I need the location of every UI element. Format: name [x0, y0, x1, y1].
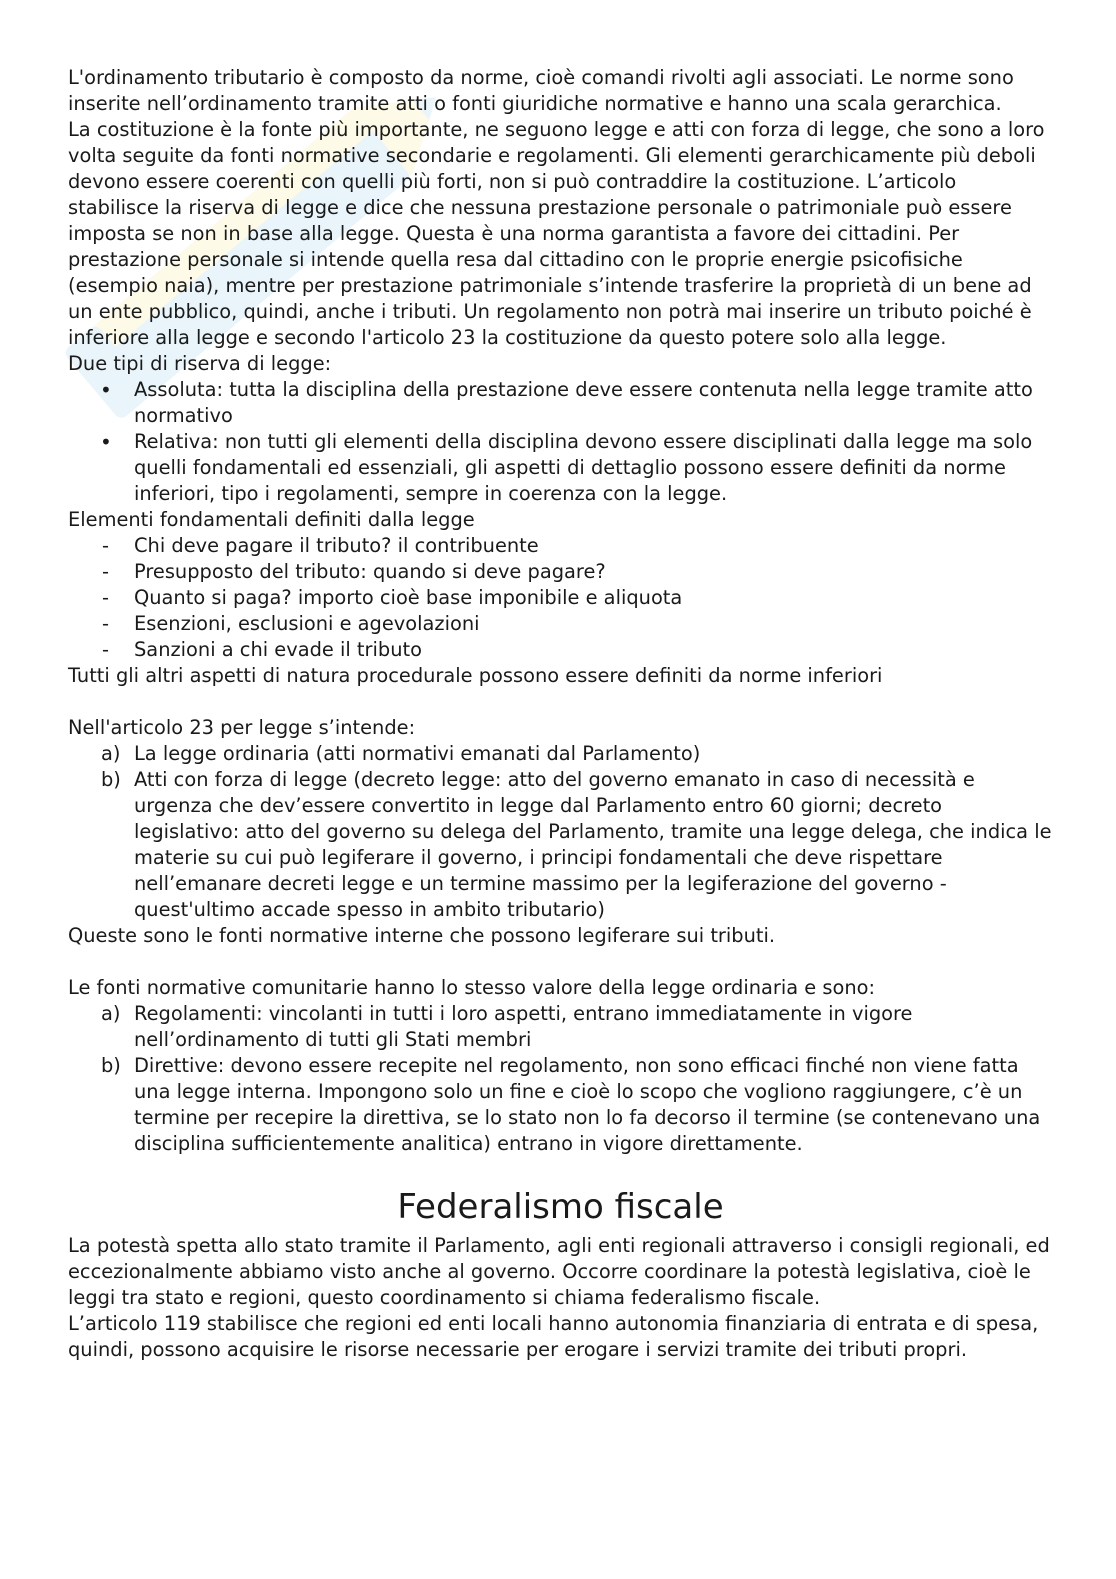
- list-marker: b): [101, 768, 121, 791]
- elementi-outro: Tutti gli altri aspetti di natura procedurale possono essere definiti da norme inferiori: [68, 664, 883, 687]
- comunitarie-intro: Le fonti normative comunitarie hanno lo stesso valore della legge ordinaria e sono:: [68, 976, 876, 999]
- art23-intro: Nell'articolo 23 per legge s’intende:: [68, 716, 416, 739]
- art23-outro: Queste sono le fonti normative interne che possono legiferare sui tributi.: [68, 924, 776, 947]
- elementi-intro: Elementi fondamentali definiti dalla legge: [68, 508, 475, 531]
- intro-paragraph-3: Due tipi di riserva di legge:: [68, 352, 332, 375]
- list-marker: b): [101, 1054, 121, 1077]
- spacer: [68, 689, 1053, 715]
- federalismo-paragraph-1: La potestà spetta allo stato tramite il Parlamento, agli enti regionali attraverso i consigli regionali, ed eccezionalmente abbiamo visto anche al governo. Occorre coordinare la potestà legislativa, cioè le leggi tra stato e regioni, questo coordinamento si chiama federalismo fiscale.: [68, 1234, 1050, 1309]
- list-item: - Esenzioni, esclusioni e agevolazioni: [68, 611, 1053, 637]
- list-item-text: Atti con forza di legge (decreto legge: atto del governo emanato in caso di necessità e urgenza che dev’essere convertito in legge dal Parlamento entro 60 giorni; decreto legislativo: atto del governo su delega del Parlamento, tramite una legge delega, che indica le materie su cui può legiferare il governo, i principi fondamentali che deve rispettare nell’emanare decreti legge e un termine massimo per la legiferazione del governo - quest'ultimo accade spesso in ambito tributario): [134, 768, 1052, 921]
- list-item: [68, 1053, 1053, 1157]
- elementi-list: [68, 533, 1053, 663]
- document-page: [68, 65, 1053, 1363]
- list-item: • Assoluta: tutta la disciplina della prestazione deve essere contenuta nella legge tramite atto normativo: [68, 377, 1053, 429]
- list-item: • Relativa: non tutti gli elementi della disciplina devono essere disciplinati dalla legge ma solo quelli fondamentali ed essenziali, gli aspetti di dettaglio possono essere definiti da norme inferiori, tipo i regolamenti, sempre in coerenza con la legge.: [68, 429, 1053, 507]
- list-item: - Presupposto del tributo: quando si deve pagare?: [68, 559, 1053, 585]
- intro-paragraph-1: L'ordinamento tributario è composto da norme, cioè comandi rivolti agli associati. Le norme sono inserite nell’ordinamento tramite atti o fonti giuridiche normative e hanno una scala gerarchica.: [68, 66, 1014, 115]
- list-item-text: Direttive: devono essere recepite nel regolamento, non sono efficaci finché non viene fatta una legge interna. Impongono solo un fine e cioè lo scopo che vogliono raggiungere, c’è un termine per recepire la direttiva, se lo stato non lo fa decorso il termine (se contenevano una disciplina sufficientemente analitica) entrano in vigore direttamente.: [134, 1054, 1041, 1155]
- list-item: [68, 741, 1053, 767]
- list-item: - Sanzioni a chi evade il tributo: [68, 637, 1053, 663]
- list-item: [68, 1001, 1053, 1053]
- list-item: [68, 767, 1053, 923]
- federalismo-paragraph-2: L’articolo 119 stabilisce che regioni ed enti locali hanno autonomia finanziaria di entrata e di spesa, quindi, possono acquisire le risorse necessarie per erogare i servizi tramite dei tributi propri.: [68, 1312, 1039, 1361]
- list-item-text: Regolamenti: vincolanti in tutti i loro aspetti, entrano immediatamente in vigore nell’ordinamento di tutti gli Stati membri: [134, 1002, 913, 1051]
- art23-list: [68, 741, 1053, 923]
- comunitarie-list: [68, 1001, 1053, 1157]
- spacer: [68, 949, 1053, 975]
- intro-paragraph-2: La costituzione è la fonte più importante, ne seguono legge e atti con forza di legge, che sono a loro volta seguite da fonti normative secondarie e regolamenti. Gli elementi gerarchicamente più deboli devono essere coerenti con quelli più forti, non si può contraddire la costituzione. L’articolo stabilisce la riserva di legge e dice che nessuna prestazione personale o patrimoniale può essere imposta se non in base alla legge. Questa è una norma garantista a favore dei cittadini. Per prestazione personale si intende quella resa dal cittadino con le proprie energie psicofisiche (esempio naia), mentre per prestazione patrimoniale s’intende trasferire la proprietà di un bene ad un ente pubblico, quindi, anche i tributi. Un regolamento non potrà mai inserire un tributo poiché è inferiore alla legge e secondo l'articolo 23 la costituzione da questo potere solo alla legge.: [68, 118, 1045, 349]
- list-item: - Quanto si paga? importo cioè base imponibile e aliquota: [68, 585, 1053, 611]
- riserva-list: [68, 377, 1053, 507]
- list-item: - Chi deve pagare il tributo? il contribuente: [68, 533, 1053, 559]
- list-marker: a): [101, 742, 121, 765]
- list-item-text: La legge ordinaria (atti normativi emanati dal Parlamento): [134, 742, 701, 765]
- list-marker: a): [101, 1002, 121, 1025]
- section-title: Federalismo fiscale: [397, 1187, 724, 1227]
